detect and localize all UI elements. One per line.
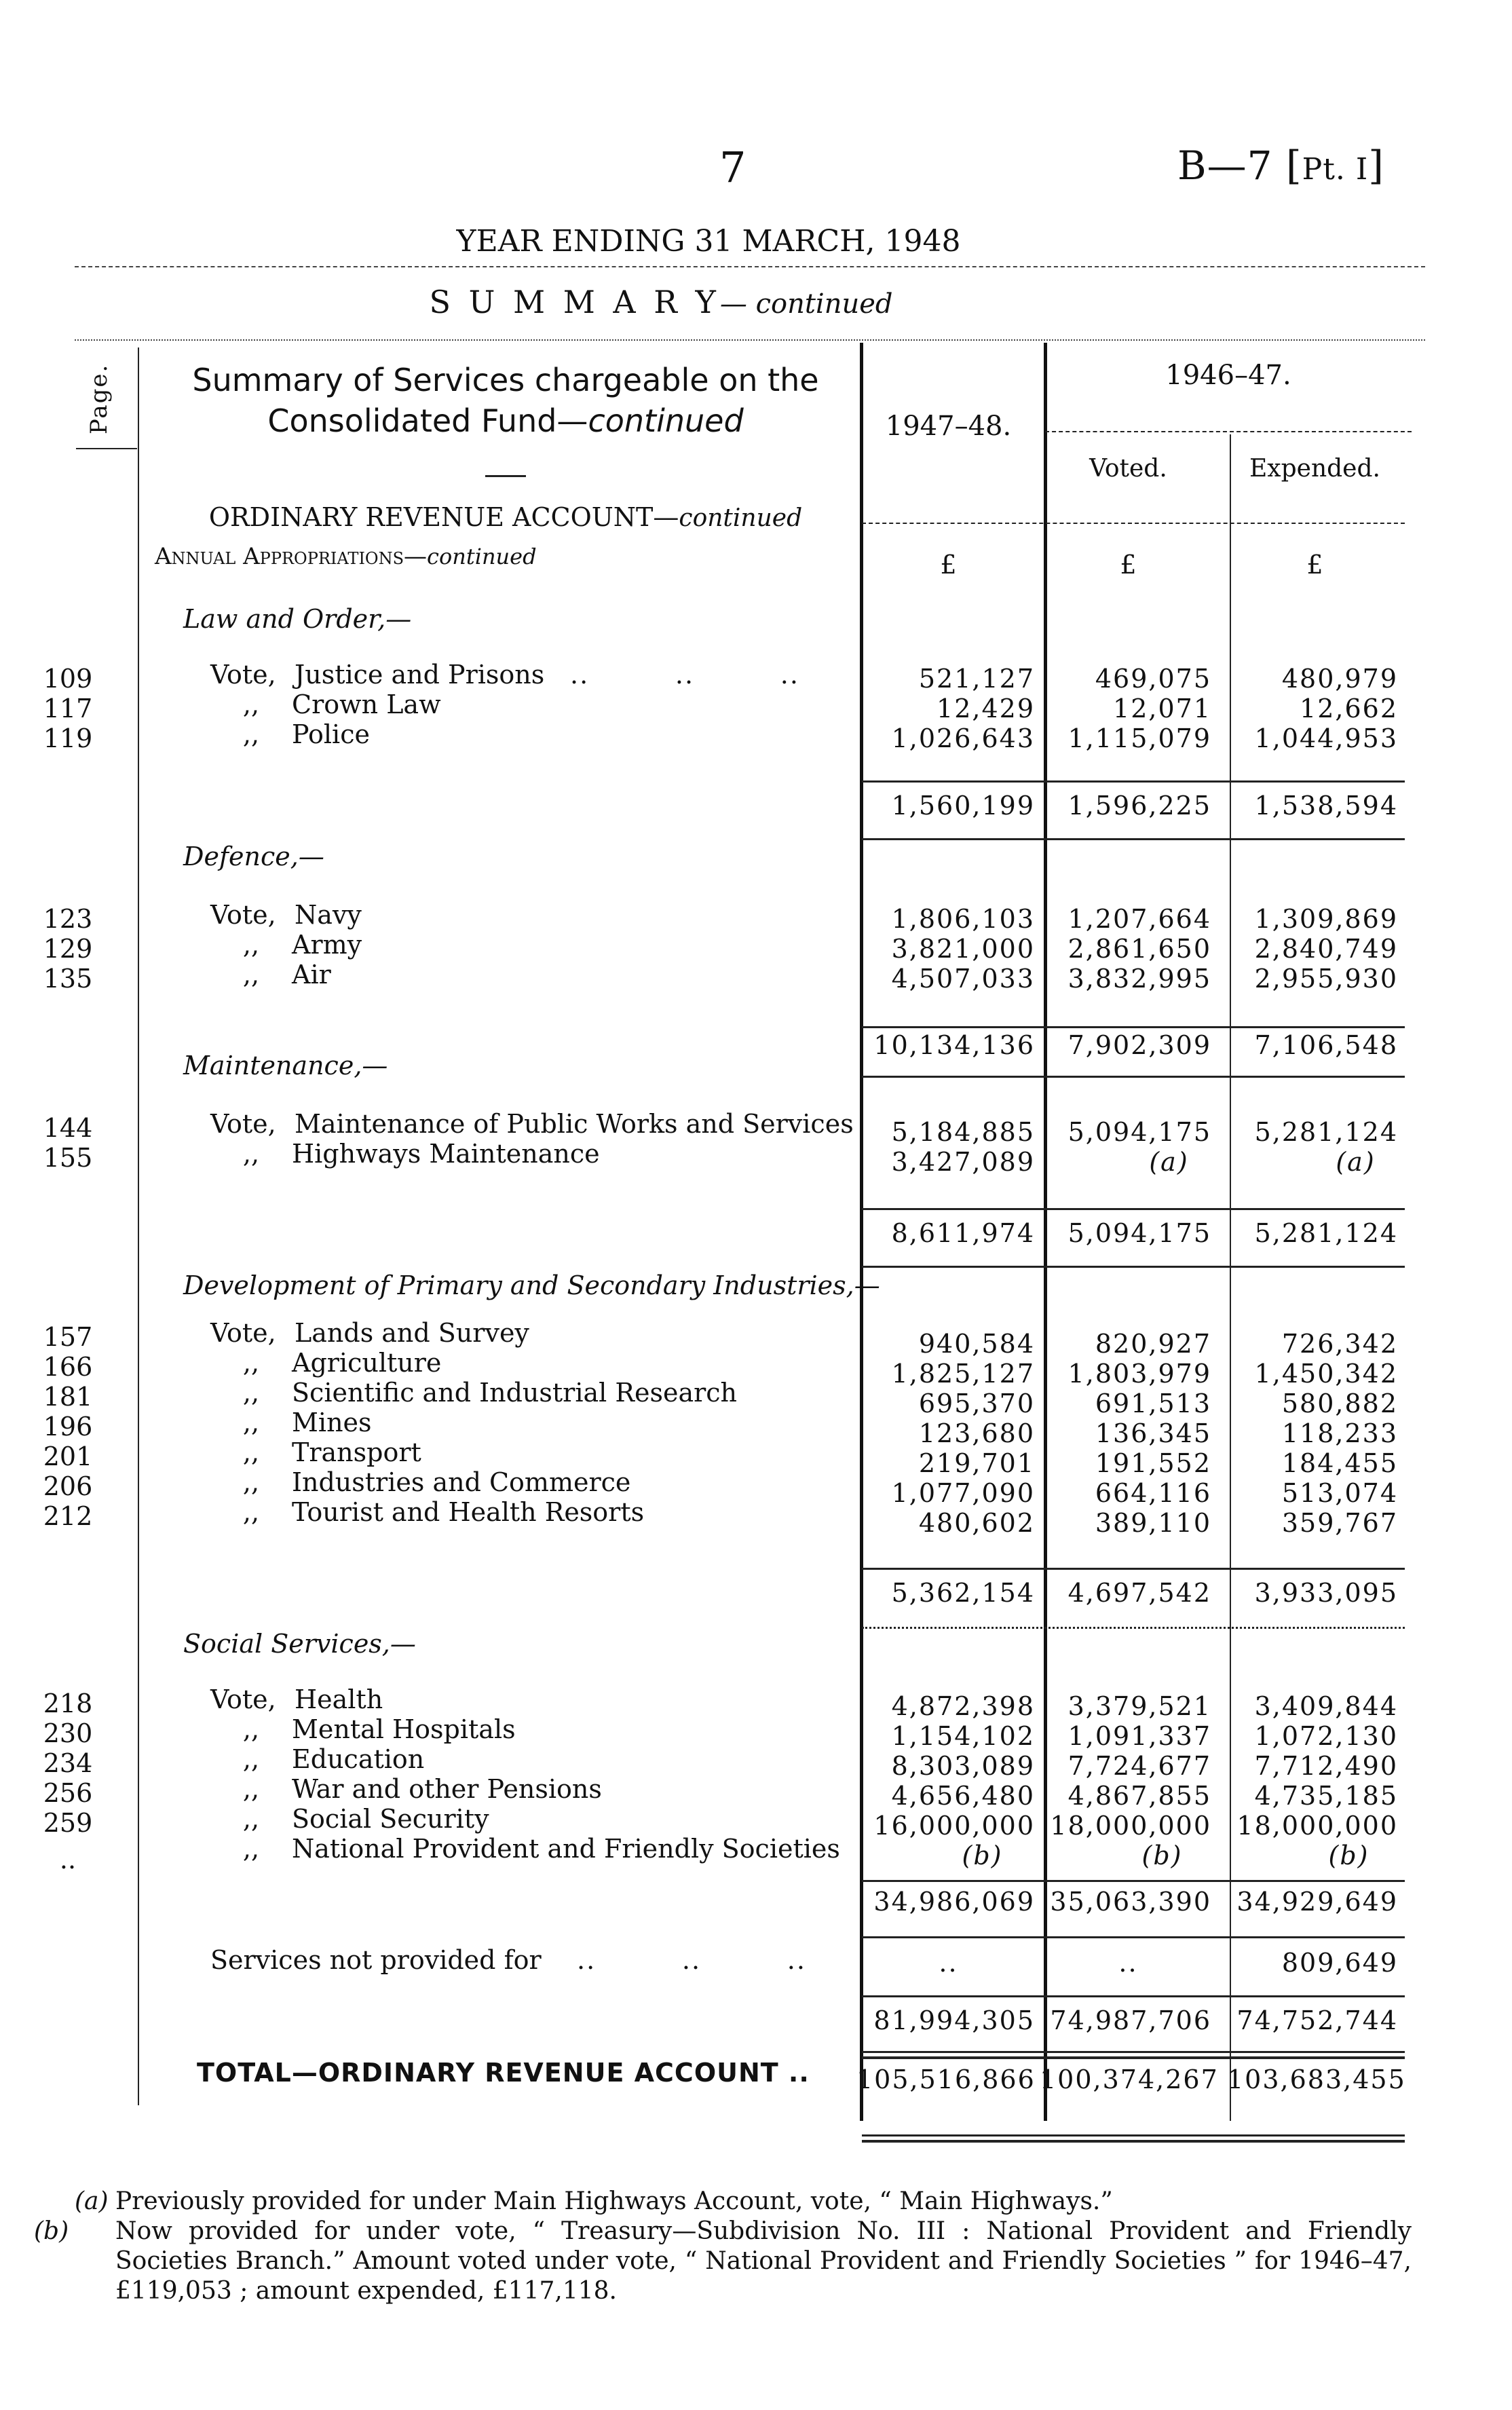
- cell-voted: 1,115,079: [1067, 723, 1211, 753]
- cell-voted: 5,094,175: [1067, 1117, 1211, 1147]
- row-label: [210, 1139, 848, 1169]
- row-label: [210, 930, 848, 960]
- cell-1947: 219,701: [918, 1448, 1035, 1478]
- row-name: War and other Pensions: [292, 1774, 602, 1804]
- cell-1947: 4,872,398: [891, 1691, 1035, 1721]
- cell-voted-footnote-a: (a): [1149, 1147, 1189, 1177]
- section-rule: [862, 838, 1405, 840]
- row-name: Highways Maintenance: [292, 1139, 600, 1169]
- row-prefix: Vote,: [210, 1684, 276, 1714]
- row-prefix: Vote,: [210, 1318, 276, 1348]
- cell-voted: 1,803,979: [1067, 1359, 1211, 1389]
- leader-dots: .. .. ..: [570, 660, 799, 690]
- title-dash: [485, 475, 526, 477]
- cell-expended-footnote-b: (b): [1328, 1841, 1369, 1870]
- cell-voted-footnote-b: (b): [1141, 1841, 1183, 1870]
- summary-continued: — continued: [719, 288, 893, 320]
- cell-voted: 664,116: [1095, 1478, 1211, 1508]
- cell-expended: 3,409,844: [1254, 1691, 1398, 1721]
- page-ref-prefix: B—7 [: [1177, 143, 1302, 189]
- cell-1947: 1,077,090: [891, 1478, 1035, 1508]
- row-name: Mental Hospitals: [292, 1714, 516, 1744]
- row-name: National Provident and Friendly Societies: [292, 1834, 840, 1864]
- row-page: 181: [43, 1382, 93, 1412]
- ditto-mark: ,,: [242, 930, 260, 960]
- cell-voted: 1,091,337: [1067, 1721, 1211, 1751]
- row-label: Services not provided for: [210, 1945, 542, 1975]
- subtotal-voted: 7,902,309: [1067, 1030, 1211, 1060]
- row-page: 117: [43, 694, 93, 723]
- cell-expended: 580,882: [1281, 1389, 1398, 1418]
- leader-dots: .. .. ..: [577, 1945, 806, 1975]
- section-title: Social Services,—: [183, 1629, 416, 1659]
- footnote-mark: (a): [75, 2187, 109, 2215]
- row-page: 201: [43, 1442, 93, 1471]
- cell-1947: 8,303,089: [891, 1751, 1035, 1781]
- total-expended: 103,683,455: [1227, 2065, 1406, 2094]
- ditto-mark: ,,: [242, 1834, 260, 1864]
- row-name: Army: [292, 930, 362, 960]
- column-header-1946-47: 1946–47.: [1165, 360, 1291, 391]
- cell-voted: 469,075: [1095, 664, 1211, 694]
- aa-plain: Annual Appropriations—: [155, 543, 428, 570]
- ditto-mark: ,,: [242, 1378, 260, 1408]
- row-label: [210, 1348, 848, 1378]
- subtotal-rule: [862, 1026, 1405, 1028]
- subtotal-rule: [862, 1995, 1405, 1997]
- row-label: [210, 690, 848, 719]
- cell-voted: 3,832,995: [1067, 964, 1211, 994]
- cell-1947: 1,026,643: [891, 723, 1035, 753]
- currency-voted: £: [1120, 550, 1137, 580]
- section-title: Law and Order,—: [183, 604, 412, 634]
- grand-subtotal-1947: 81,994,305: [873, 2006, 1035, 2035]
- ditto-mark: ,,: [242, 1139, 260, 1169]
- cell-expended: 480,979: [1281, 664, 1398, 694]
- row-name: Justice and Prisons: [295, 660, 545, 690]
- cell-expended: 7,712,490: [1254, 1751, 1398, 1781]
- summary-title: [0, 284, 1512, 320]
- ditto-mark: ,,: [242, 719, 260, 749]
- row-label: [210, 1437, 848, 1467]
- footnote-text: Now provided for under vote, “ Treasury—Subdivision No. III : National Provident and Friendly Societies Branch.” Amount voted under vote, “ National Provident and Friendly Societies ” for 1946–47, £119,053 ; amount expended, £117,118.: [115, 2217, 1412, 2305]
- row-name: Health: [295, 1684, 383, 1714]
- ora-italic: continued: [679, 504, 803, 532]
- cell-expended: 12,662: [1300, 694, 1398, 723]
- table-title-line2-plain: Consolidated Fund—: [267, 402, 588, 439]
- cell-1947: 1,154,102: [891, 1721, 1035, 1751]
- table-title-line2-italic: continued: [588, 402, 744, 439]
- cell-1947: 12,429: [937, 694, 1035, 723]
- cell-1947: 3,427,089: [891, 1147, 1035, 1177]
- summary-title-text: S U M M A R Y: [429, 284, 720, 320]
- ditto-mark: ,,: [242, 960, 260, 990]
- row-label: [210, 1467, 848, 1497]
- row-page: 155: [43, 1143, 93, 1173]
- table-title-line2: [146, 400, 865, 441]
- cell-expended: 1,450,342: [1254, 1359, 1398, 1389]
- cell-1947: 3,821,000: [891, 934, 1035, 964]
- page-ref-suffix: ]: [1368, 143, 1384, 189]
- cell-voted: 136,345: [1095, 1418, 1211, 1448]
- row-page: 259: [43, 1808, 93, 1838]
- page-label-text: Page.: [86, 363, 113, 434]
- cell-expended: 118,233: [1281, 1418, 1398, 1448]
- row-name: Industries and Commerce: [292, 1467, 631, 1497]
- row-label: [210, 1744, 848, 1774]
- ditto-mark: ,,: [242, 1348, 260, 1378]
- grand-subtotal-expended: 74,752,744: [1236, 2006, 1398, 2035]
- cell-1947: 123,680: [918, 1418, 1035, 1448]
- row-label: [210, 1834, 848, 1864]
- row-label: [210, 1378, 848, 1408]
- cell-expended: 1,044,953: [1254, 723, 1398, 753]
- currency-expended: £: [1306, 550, 1323, 580]
- page-reference: [1177, 143, 1384, 189]
- row-label: [210, 900, 848, 930]
- cell-expended: 513,074: [1281, 1478, 1398, 1508]
- row-label: [210, 960, 848, 990]
- cell-1947: 521,127: [918, 664, 1035, 694]
- row-page: 123: [43, 904, 93, 934]
- cell-expended: 18,000,000: [1236, 1811, 1398, 1841]
- row-label: [210, 1408, 848, 1437]
- subtotal-expended: 3,933,095: [1254, 1578, 1398, 1608]
- cell-voted: 1,207,664: [1067, 904, 1211, 934]
- cell-1947-footnote-b: (b): [962, 1841, 1003, 1870]
- cell-voted: 820,927: [1095, 1329, 1211, 1359]
- subtotal-voted: 1,596,225: [1067, 791, 1211, 821]
- section-rule: [862, 1266, 1405, 1268]
- page-column-divider: [138, 347, 139, 2105]
- footnote-b: [34, 2217, 1412, 2306]
- subtotal-rule: [862, 1880, 1405, 1882]
- row-page: 166: [43, 1352, 93, 1382]
- year-title: [0, 224, 1512, 259]
- section-title: Development of Primary and Secondary Industries,—: [183, 1270, 880, 1300]
- year-1946-rule: [1045, 431, 1412, 432]
- subtotal-rule: [862, 780, 1405, 783]
- subtotal-expended: 34,929,649: [1236, 1887, 1398, 1917]
- col-head-rule: [862, 523, 1405, 524]
- ora-plain: ORDINARY REVENUE ACCOUNT—: [208, 502, 679, 532]
- row-prefix: Vote,: [210, 660, 276, 690]
- subtotal-1947: 5,362,154: [891, 1578, 1035, 1608]
- row-label: [210, 1109, 854, 1139]
- currency-1947: £: [940, 550, 957, 580]
- row-prefix: Vote,: [210, 1109, 276, 1139]
- cell-voted: 12,071: [1113, 694, 1211, 723]
- cell-expended-footnote-a: (a): [1336, 1147, 1376, 1177]
- row-name: Scientific and Industrial Research: [292, 1378, 738, 1408]
- section-rule: [862, 1936, 1405, 1938]
- cell-voted: 3,379,521: [1067, 1691, 1211, 1721]
- cell-1947: 1,806,103: [891, 904, 1035, 934]
- row-label: [210, 1684, 848, 1714]
- subtotal-voted: 4,697,542: [1067, 1578, 1211, 1608]
- row-page: ..: [59, 1845, 77, 1875]
- cell-1947: 940,584: [918, 1329, 1035, 1359]
- cell-voted: 691,513: [1095, 1389, 1211, 1418]
- row-page: 230: [43, 1718, 93, 1748]
- total-double-rule-top: [862, 2134, 1405, 2136]
- page-ref-part: Pt. I: [1302, 152, 1369, 187]
- cell-expended: 5,281,124: [1254, 1117, 1398, 1147]
- row-name: Tourist and Health Resorts: [292, 1497, 645, 1527]
- row-page: 196: [43, 1412, 93, 1442]
- footnote-text: Previously provided for under Main Highways Account, vote, “ Main Highways.”: [115, 2187, 1113, 2215]
- row-name: Education: [292, 1744, 425, 1774]
- row-page: 135: [43, 964, 93, 994]
- ditto-mark: ,,: [242, 1437, 260, 1467]
- row-label: [210, 1804, 848, 1834]
- cell-voted: 4,867,855: [1067, 1781, 1211, 1811]
- cell-1947: 4,656,480: [891, 1781, 1035, 1811]
- row-label: [210, 1318, 848, 1348]
- row-name: Mines: [292, 1408, 372, 1437]
- cell-expended: 184,455: [1281, 1448, 1398, 1478]
- section-rule: [862, 1076, 1405, 1078]
- subtotal-1947: 10,134,136: [873, 1030, 1035, 1060]
- row-page: 234: [43, 1748, 93, 1778]
- cell-expended: 1,072,130: [1254, 1721, 1398, 1751]
- row-page: 256: [43, 1778, 93, 1808]
- footnote-mark: (b): [34, 2217, 69, 2245]
- cell-voted: 191,552: [1095, 1448, 1211, 1478]
- title-divider: [75, 266, 1425, 267]
- cell-expended: 1,309,869: [1254, 904, 1398, 934]
- row-prefix: Vote,: [210, 900, 276, 930]
- section-title: Defence,—: [183, 842, 324, 871]
- cell-voted: 7,724,677: [1067, 1751, 1211, 1781]
- page-column-label: [80, 363, 134, 434]
- cell-voted: 2,861,650: [1067, 934, 1211, 964]
- section-title: Maintenance,—: [183, 1051, 388, 1080]
- row-name: Air: [292, 960, 331, 990]
- cell-voted: 18,000,000: [1050, 1811, 1211, 1841]
- row-page: 212: [43, 1501, 93, 1531]
- row-name: Social Security: [292, 1804, 489, 1834]
- subtotal-voted: 5,094,175: [1067, 1218, 1211, 1248]
- row-page: 206: [43, 1471, 93, 1501]
- row-label: [210, 719, 848, 749]
- cell-expended: 2,840,749: [1254, 934, 1398, 964]
- cell-expended: 2,955,930: [1254, 964, 1398, 994]
- total-1947: 105,516,866: [856, 2065, 1036, 2094]
- column-header-voted: Voted.: [1089, 455, 1167, 483]
- ordinary-revenue-heading: [146, 502, 865, 532]
- subtotal-1947: 34,986,069: [873, 1887, 1035, 1917]
- aa-italic: continued: [427, 544, 537, 569]
- footnote-a: [75, 2187, 1364, 2217]
- total-voted: 100,374,267: [1040, 2065, 1219, 2094]
- row-page: 157: [43, 1322, 93, 1352]
- section-rule: [862, 1627, 1405, 1629]
- cell-1947: 4,507,033: [891, 964, 1035, 994]
- row-name: Transport: [292, 1437, 421, 1467]
- column-header-1947-48: 1947–48.: [885, 411, 1012, 442]
- ditto-mark: ,,: [242, 690, 260, 719]
- cell-1947: 5,184,885: [891, 1117, 1035, 1147]
- row-page: 119: [43, 723, 93, 753]
- cell-expended: 809,649: [1281, 1948, 1398, 1978]
- row-page: 218: [43, 1689, 93, 1718]
- subtotal-voted: 35,063,390: [1050, 1887, 1211, 1917]
- row-name: Navy: [295, 900, 362, 930]
- row-name: Crown Law: [292, 690, 441, 719]
- ditto-mark: ,,: [242, 1804, 260, 1834]
- row-name: Maintenance of Public Works and Services: [295, 1109, 854, 1139]
- row-label: [210, 1497, 848, 1527]
- subtotal-expended: 1,538,594: [1254, 791, 1398, 821]
- ditto-mark: ,,: [242, 1774, 260, 1804]
- subtotal-rule: [862, 1208, 1405, 1210]
- page-label-rule: [76, 448, 137, 449]
- row-label: [210, 1714, 848, 1744]
- cell-1947: 480,602: [918, 1508, 1035, 1538]
- subtotal-expended: 7,106,548: [1254, 1030, 1398, 1060]
- double-rule-bottom: [862, 2056, 1405, 2059]
- subtotal-rule: [862, 1568, 1405, 1570]
- cell-expended: 726,342: [1281, 1329, 1398, 1359]
- row-name: Police: [292, 719, 370, 749]
- annual-appropriations-heading: [155, 543, 537, 570]
- row-page: 129: [43, 934, 93, 964]
- header-top-rule: [75, 339, 1425, 341]
- row-page: 109: [43, 664, 93, 694]
- column-header-expended: Expended.: [1249, 455, 1380, 483]
- cell-voted: ..: [1118, 1948, 1138, 1978]
- grand-subtotal-voted: 74,987,706: [1050, 2006, 1211, 2035]
- page-number: 7: [719, 143, 746, 192]
- cell-expended: 359,767: [1281, 1508, 1398, 1538]
- double-rule-top: [862, 2051, 1405, 2053]
- total-double-rule-bottom: [862, 2140, 1405, 2143]
- table-title: [146, 360, 865, 441]
- ditto-mark: ,,: [242, 1497, 260, 1527]
- cell-1947: 695,370: [918, 1389, 1035, 1418]
- cell-expended: 4,735,185: [1254, 1781, 1398, 1811]
- ditto-mark: ,,: [242, 1744, 260, 1774]
- ditto-mark: ,,: [242, 1467, 260, 1497]
- subtotal-1947: 1,560,199: [891, 791, 1035, 821]
- subtotal-1947: 8,611,974: [891, 1218, 1035, 1248]
- row-label: [210, 1774, 848, 1804]
- table-title-line1: Summary of Services chargeable on the: [192, 362, 819, 398]
- row-name: Agriculture: [292, 1348, 442, 1378]
- ditto-mark: ,,: [242, 1408, 260, 1437]
- cell-1947: ..: [939, 1948, 958, 1978]
- row-name: Lands and Survey: [295, 1318, 529, 1348]
- cell-1947: 1,825,127: [891, 1359, 1035, 1389]
- row-page: 144: [43, 1113, 93, 1143]
- total-label: TOTAL—ORDINARY REVENUE ACCOUNT ..: [197, 2058, 810, 2088]
- year-title-text: YEAR ENDING 31 MARCH, 1948: [456, 224, 961, 259]
- cell-1947: 16,000,000: [873, 1811, 1035, 1841]
- cell-voted: 389,110: [1095, 1508, 1211, 1538]
- subtotal-expended: 5,281,124: [1254, 1218, 1398, 1248]
- ditto-mark: ,,: [242, 1714, 260, 1744]
